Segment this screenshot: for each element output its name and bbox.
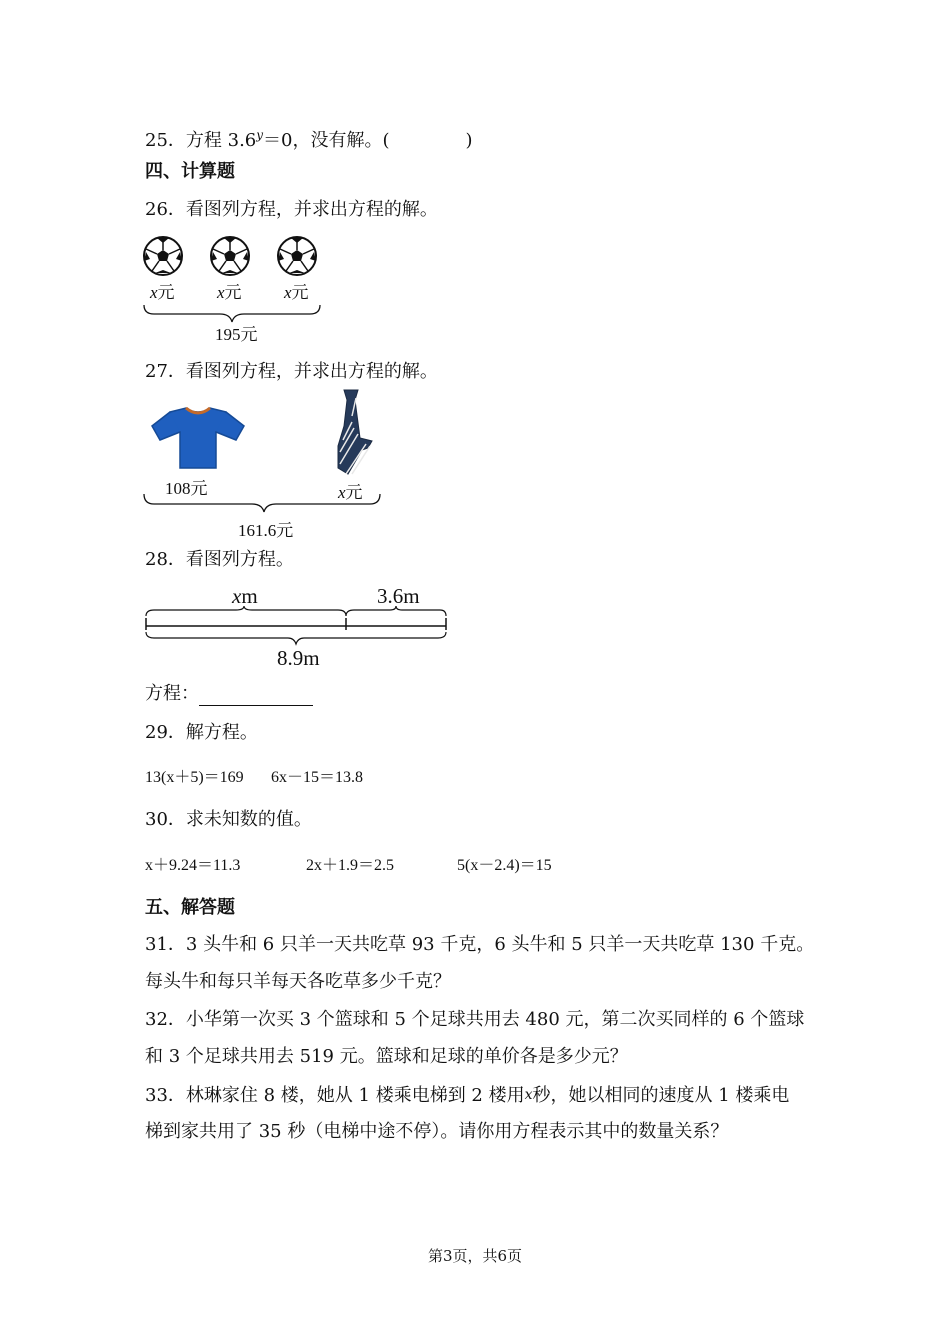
q26-total-label: 195元 xyxy=(215,325,258,344)
q27-total-label: 161.6元 xyxy=(238,521,294,540)
question-26-prompt: 26．看图列方程，并求出方程的解。 xyxy=(145,199,438,220)
q28-answer-line: 方程： xyxy=(145,682,313,706)
equation: 2x＋1.9＝2.5 xyxy=(306,857,395,874)
question-29-prompt: 29．解方程。 xyxy=(145,722,258,743)
question-32-line2: 和 3 个足球共用去 519 元。篮球和足球的单价各是多少元？ xyxy=(145,1046,628,1067)
page-footer: 第3页，共6页 xyxy=(427,1247,523,1265)
question-25: 25．方程 $3.6^y=0$，没有解。( ) xyxy=(145,128,473,151)
soccer-ball-icon xyxy=(278,237,316,275)
segment-total-label: 8.9m xyxy=(277,646,320,670)
question-33-line2: 梯到家共用了 35 秒（电梯中途不停）。请你用方程表示其中的数量关系？ xyxy=(145,1121,729,1142)
question-27-prompt: 27．看图列方程，并求出方程的解。 xyxy=(145,361,438,382)
tshirt-icon xyxy=(152,408,244,468)
ball-price-label: x元 xyxy=(217,283,242,302)
equation: 6x－15＝13.8 xyxy=(271,769,364,786)
ball-price-label: x元 xyxy=(150,283,175,302)
section-heading-word-problems: 五、解答题 xyxy=(145,897,235,918)
question-33-line1: 33．林琳家住 8 楼，她从 1 楼乘电梯到 2 楼用x秒，她以相同的速度从 1 楼乘电 xyxy=(145,1085,790,1106)
question-30-prompt: 30．求未知数的值。 xyxy=(145,809,312,830)
question-31-line2: 每头牛和每只羊每天各吃草多少千克？ xyxy=(145,971,451,992)
equation: x＋9.24＝11.3 xyxy=(145,857,241,874)
tie-price-label: x元 xyxy=(338,483,363,502)
segment-x-label: xm xyxy=(232,584,258,608)
equation: 13(x＋5)＝169 xyxy=(145,769,244,786)
question-31-line1: 31．3 头牛和 6 只羊一天共吃草 93 千克，6 头牛和 5 只羊一天共吃草 130 千克。 xyxy=(145,934,815,955)
necktie-icon xyxy=(338,390,372,474)
question-32-line1: 32．小华第一次买 3 个篮球和 5 个足球共用去 480 元，第二次买同样的 6 个篮球 xyxy=(145,1009,805,1030)
soccer-ball-icon xyxy=(144,237,182,275)
question-28-prompt: 28．看图列方程。 xyxy=(145,549,294,570)
ball-price-label: x元 xyxy=(284,283,309,302)
section-heading-calculation: 四、计算题 xyxy=(145,161,235,182)
shirt-price-label: 108元 xyxy=(165,479,208,498)
equation: 5(x－2.4)＝15 xyxy=(457,857,552,874)
soccer-ball-icon xyxy=(211,237,249,275)
segment-known-label: 3.6m xyxy=(377,584,420,608)
answer-blank[interactable] xyxy=(199,687,313,706)
